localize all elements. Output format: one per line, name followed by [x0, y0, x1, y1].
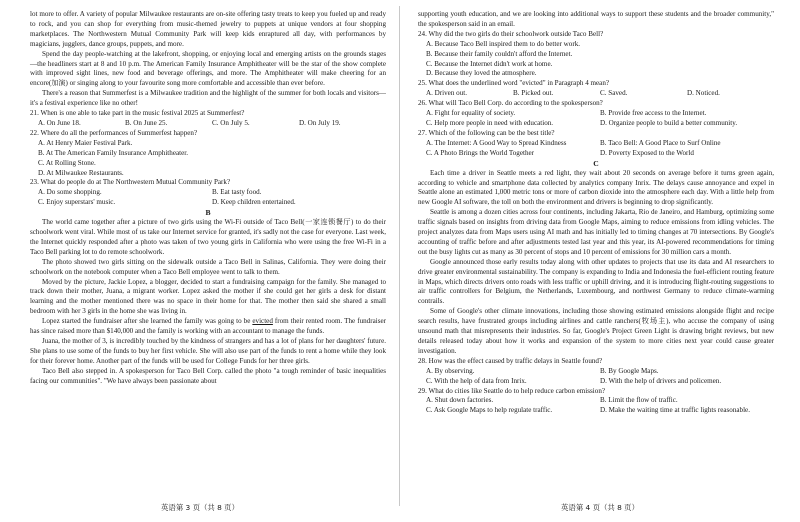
passage-c-paragraph-3: Google announced those early results today along with other updates to projects that use its data and AI researchers to drive greater environmental sustainability. The company is expanding to India and Indonesia the fuel-efficient routing feature in Maps, which directs drivers onto roads with less traffic or uphill driving, and it is introducing flight-routing suggestions to air traffic controllers for Belgium, the Netherlands, Luxembourg, and northwest Germany to reduce climate-warming contrails.: [418, 257, 774, 306]
passage-b-paragraph-6-continued: supporting youth education, and we are looking into additional ways to support these students and the broader community," the spokesperson said in an email.: [418, 10, 774, 28]
q25-option-d: D. Noticed.: [687, 89, 720, 98]
question-23: 23. What do people do at The Northwestern Mutual Community Park?: [30, 178, 231, 187]
q26-option-c: C. Help more people in need with education.: [426, 118, 554, 127]
question-29: 29. What do cities like Seattle do to help reduce carbon emission?: [418, 386, 606, 395]
passage-b-paragraph-2: The photo showed two girls sitting on the sidewalk outside a Taco Bell in Salinas, California. They were doing their schoolwork on the notebook computer when a Taco Bell employee went to talk to them.: [30, 257, 386, 276]
question-21-options: [30, 119, 386, 129]
passage-a-paragraph-2: Spend the day people-watching at the lakefront, shopping, or enjoying local and emerging artists on the grounds stages—the headliners start at 8 and 10 p.m. The American Family Insurance Amphitheater will be the star of the show complete with improved sight lines, new food and beverage offerings, and more. The Amphitheater will make cheering for an encore(加演) or singing along to your favourite song more comfortable and accessible than ever before.: [30, 49, 386, 88]
q28-option-b: B. By Google Maps.: [600, 366, 659, 375]
question-21: 21. When is one able to take part in the music festival 2025 at Summerfest?: [30, 109, 245, 118]
q23-option-c: C. Enjoy superstars' music.: [38, 198, 116, 207]
q28-option-a: A. By observing.: [426, 366, 475, 375]
question-22: 22. Where do all the performances of Summerfest happen?: [30, 128, 198, 137]
question-27: 27. Which of the following can be the best title?: [418, 128, 555, 137]
q29-option-b: B. Limit the flow of traffic.: [600, 396, 678, 405]
q21-option-b: B. On June 25.: [125, 118, 168, 127]
q27-option-c: C. A Photo Brings the World Together: [426, 148, 535, 157]
q29-option-c: C. Ask Google Maps to help regulate traffic.: [426, 406, 553, 415]
q22-option-c: C. At Rolling Stone.: [38, 158, 96, 167]
question-25-options: [418, 89, 774, 99]
q22-option-a: A. At Henry Maier Festival Park.: [38, 138, 133, 147]
question-28-options: [418, 367, 774, 387]
passage-a-paragraph-3: There's a reason that Summerfest is a Milwaukee tradition and the highlight of the summer for both locals and visitors—it's a festival experience like no other!: [30, 89, 386, 108]
page-4-content: [418, 10, 774, 416]
question-27-options: [418, 139, 774, 159]
section-c-heading: C: [593, 158, 599, 168]
q21-option-d: D. On July 19.: [299, 118, 341, 127]
q26-option-a: A. Fight for equality of society.: [426, 109, 516, 118]
q26-option-b: B. Provide free access to the Internet.: [600, 109, 707, 118]
passage-a-paragraph-1: lot more to offer. A variety of popular Milwaukee restaurants are on-site offering tasty treats to keep you fueled up and ready to rock, and you can shop for everything from music-themed jewelry to puppets at unique vendors at four shopping marketplaces. The Northwestern Mutual Community Park will keep kids enraptured all day, with performances by magicians, jugglers, dance groups, puppets, and more.: [30, 10, 386, 48]
q23-option-b: B. Eat tasty food.: [212, 188, 262, 197]
page-3-content: [30, 10, 386, 387]
question-24: 24. Why did the two girls do their schoolwork outside Taco Bell?: [418, 29, 604, 38]
underlined-word-evicted: evicted: [252, 317, 273, 326]
q25-option-b: B. Picked out.: [513, 89, 554, 98]
q29-option-a: A. Shut down factories.: [426, 396, 494, 405]
q24-option-a: A. Because Taco Bell inspired them to do better work.: [426, 39, 581, 48]
section-b-heading: B: [205, 208, 211, 218]
question-29-options: [418, 396, 774, 416]
passage-b-paragraph-4: [30, 317, 386, 337]
q23-option-d: D. Keep children entertained.: [212, 198, 296, 207]
passage-b-paragraph-3: Moved by the picture, Jackie Lopez, a blogger, decided to start a fundraising campaign for the family. She managed to track down their mother, Juana, a migrant worker. Lopez asked the mother if she could get her girls a desk for distant learning and the mother mentioned there was no space in their home for that. The mother then said she shared a small bedroom with her 3 girls in the home she was living in.: [30, 277, 386, 316]
q29-option-d: D. Make the waiting time at traffic lights reasonable.: [600, 406, 750, 415]
question-28: 28. How was the effect caused by traffic delays in Seattle found?: [418, 356, 603, 365]
question-26: 26. What will Taco Bell Corp. do according to the spokesperson?: [418, 99, 603, 108]
question-24-options: [418, 40, 774, 80]
q27-option-a: A. The Internet: A Good Way to Spread Kindness: [426, 138, 567, 147]
question-26-options: [418, 109, 774, 129]
paragraph-4-text-before: Lopez started the fundraiser after she learned the family was going to be: [42, 317, 253, 326]
question-23-options: [30, 188, 386, 208]
q24-option-c: C. Because the Internet didn't work at home.: [426, 59, 553, 68]
question-22-options: [30, 139, 386, 179]
q23-option-a: A. Do some shopping.: [38, 188, 102, 197]
q28-option-c: C. With the help of data from Inrix.: [426, 376, 527, 385]
page-4: [400, 0, 800, 522]
page-3-footer: 英语第 3 页（共 8 页）: [161, 503, 239, 512]
passage-b-paragraph-5: Juana, the mother of 3, is incredibly touched by the kindness of strangers and has a lot of plans for her daughters' future. She plans to use some of the funds to buy her first vehicle. She will also use part of the funds to rent a home while they look for their forever home. Another part of the funds will be used for College Funds for her three girls.: [30, 337, 386, 365]
q22-option-d: D. At Milwaukee Restaurants.: [38, 168, 124, 177]
page-4-footer: 英语第 4 页（共 8 页）: [561, 503, 639, 512]
q28-option-d: D. With the help of drivers and policemen.: [600, 376, 722, 385]
paragraph-4-text-after: from their rented room. The fundraiser has since raised more than $140,000 and the family is working with an accountant to manage the funds.: [30, 317, 386, 336]
q27-option-b: B. Taco Bell: A Good Place to Surf Online: [600, 138, 721, 147]
passage-b-paragraph-6: Taco Bell also stepped in. A spokesperson for Taco Bell Corp. called the photo "a tough reminder of basic inequalities facing our communities". "We have always been passionate about: [30, 366, 386, 385]
q27-option-d: D. Poverty Exposed to the World: [600, 148, 694, 157]
passage-b-paragraph-1: The world came together after a picture of two girls using the Wi-Fi outside of Taco Bell(一家连锁餐厅) to do their schoolwork went viral. While most of us take our Internet service for granted, it's sadly not the case for everyone. Last week, the Internet quickly responded after a photo was taken of two young girls in California who were using the free Wi-Fi in a Taco Bell parking lot to do remote schoolwork.: [30, 218, 386, 256]
q21-option-c: C. On July 5.: [212, 118, 250, 127]
passage-c-paragraph-1: Each time a driver in Seattle meets a red light, they wait about 20 seconds on average before it turns green again, according to vehicle and smartphone data collected by analytics company Inrix. The delays cause annoyance and expel in Seattle alone an estimated 1,000 metric tons or more of carbon dioxide into the atmosphere each day. With a little help from new Google AI software, the toll on both the environment and drivers is beginning to drop significantly.: [418, 168, 774, 207]
question-25: 25. What does the underlined word "evicted" in Paragraph 4 mean?: [418, 79, 610, 88]
q26-option-d: D. Organize people to build a better community.: [600, 118, 738, 127]
q24-option-b: B. Because their family couldn't afford the Internet.: [426, 49, 573, 58]
passage-c-paragraph-2: Seattle is among a dozen cities across four continents, including Jakarta, Rio de Janeiro, and Hamburg, optimizing some traffic signals based on insights from driving data from Google Maps, aiming to reduce emissions from idling vehicles. The project analyzes data from Maps users using AI math and has initially led to timing changes at 70 intersections. By Google's accounting of traffic before and after adjustments tested last year and this year, its AI-powered recommendations for timing out the busy lights cut as many as 30 percent of stops and 10 percent of emissions for 30 million cars a month.: [418, 208, 774, 256]
q25-option-a: A. Driven out.: [426, 89, 467, 98]
q21-option-a: A. On June 18.: [38, 118, 81, 127]
q24-option-d: D. Because they loved the atmosphere.: [426, 69, 537, 78]
q22-option-b: B. At The American Family Insurance Amphitheater.: [38, 148, 188, 157]
passage-c-paragraph-4: Some of Google's other climate innovations, including those showing estimated emissions alongside flight and recipe search results, have frustrated groups including airlines and cattle ranchers(牧场主), who accuse the company of using unsound math that misrepresents their industries. So far, Google's Project Green Light is drawing bright reviews, but new details released today about how it works and expansion of the system to more cities next year could cause greater investigation.: [418, 307, 774, 355]
q25-option-c: C. Saved.: [600, 89, 628, 98]
